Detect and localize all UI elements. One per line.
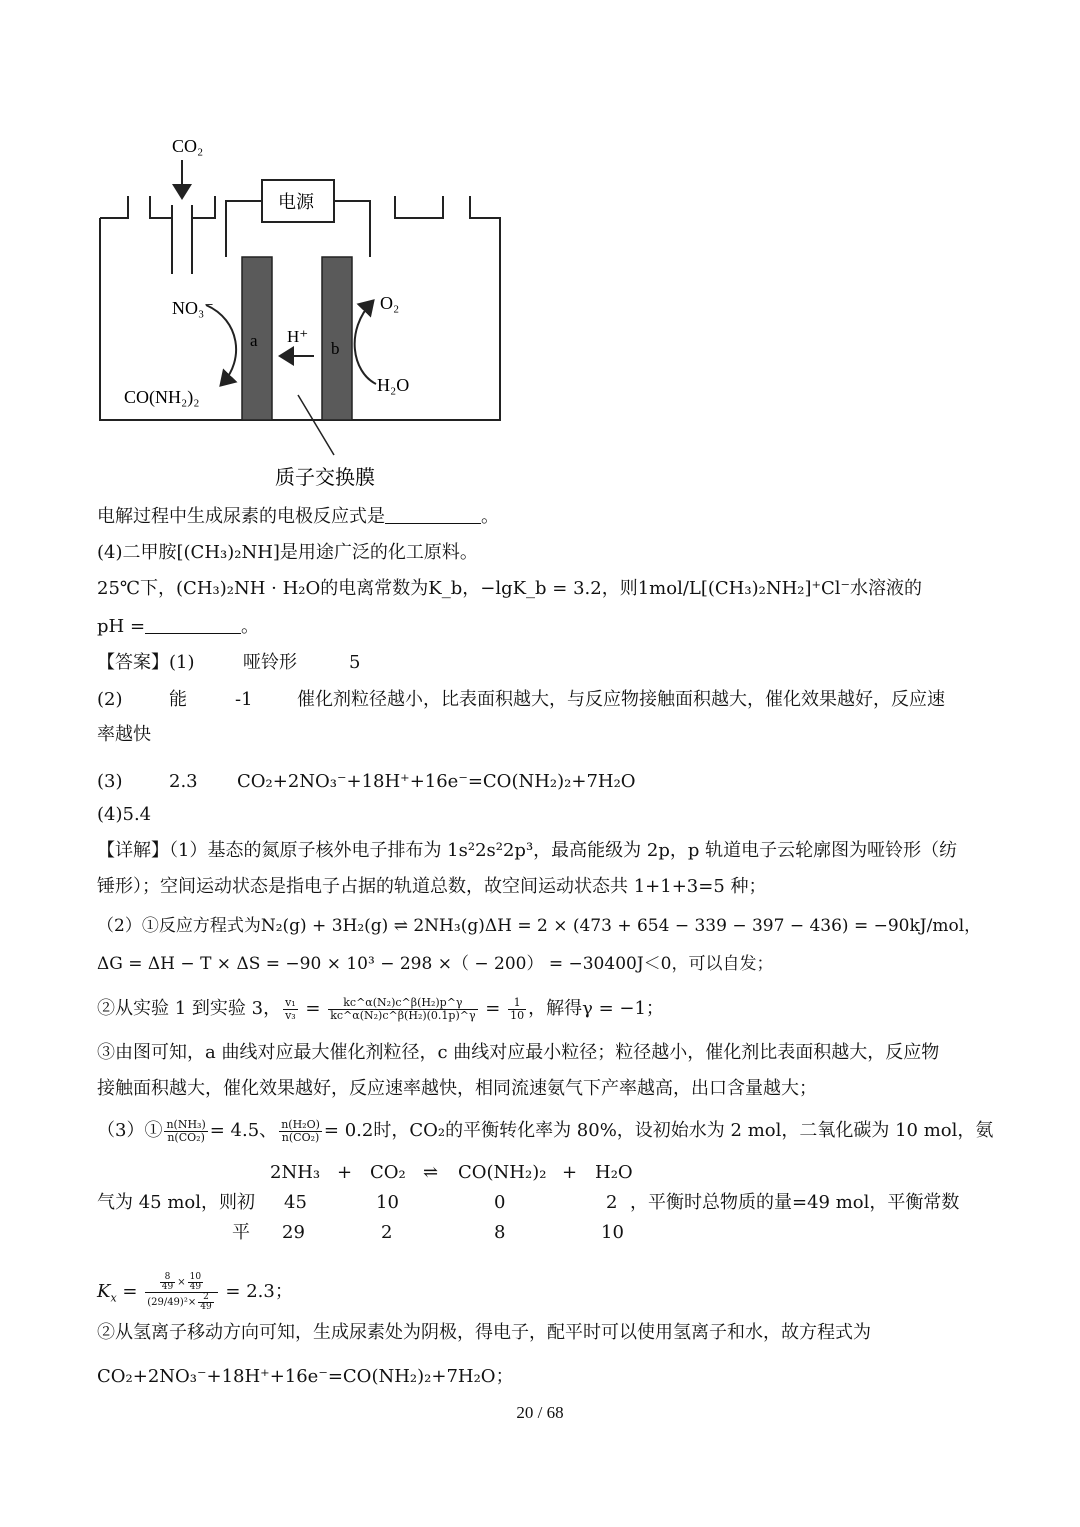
eq-species: 2NH₃	[270, 1162, 321, 1183]
answer-line-2: (2) 能 -1 催化剂粒径越小，比表面积越大，与反应物接触面积越大，催化效果越好，反应速	[97, 689, 945, 710]
ratio-fraction: $\frac{\text{v₁}}{\text{v₃}}$	[285, 995, 296, 1022]
nh3-co2-fraction: $\frac{\text{n(NH₃)}}{\text{n(CO₂)}}$	[166, 1117, 206, 1144]
answer-blank	[145, 615, 241, 634]
init-value: 45	[284, 1192, 307, 1213]
eq-value: 8	[494, 1222, 506, 1243]
kx-line: $K_x$ = $\frac{8}{49}$ × $\frac{10}{49}$ (29/49)²× $\frac{2}{49}$ = 2.3；	[97, 1271, 293, 1312]
electrode-a-label: a	[250, 331, 258, 350]
eq-plus: +	[337, 1162, 353, 1183]
detail-line-5: ②从实验 1 到实验 3， $\frac{\text{v₁}}{\text{v₃}}$ = $\frac{\text{kc\textasciicircum{}α(N₂)c\textasciicircum{}β(H₂)p\textasciicircum{}γ}}{\text{kc\textasciicircum{}α(N₂)c\textasciicircum{}β(H₂)(0.1p)\textasciicircum{}γ}}$ = $\frac{1}{10}$ ，解得γ = −1；	[97, 995, 664, 1022]
q4-line-3: pH = 。	[97, 616, 260, 637]
detail-line-6: ③由图可知，a 曲线对应最大催化剂粒径，c 曲线对应最小粒径；粒径越小，催化剂比表面积越大，反应物	[97, 1042, 940, 1063]
kx-fraction: $\frac{8}{49}$ × $\frac{10}{49}$ (29/49)²× $\frac{2}{49}$	[145, 1273, 217, 1312]
detail-line-10: ②从氢离子移动方向可知，生成尿素处为阴极，得电子，配平时可以使用氢离子和水，故方程式为	[97, 1322, 871, 1343]
init-label: 气为 45 mol，则初	[97, 1192, 256, 1213]
detail-line-4: ΔG = ΔH − T × ΔS = −90 × 10³ − 298 ×（ − 200） = −30400J＜0，可以自发；	[97, 954, 774, 974]
equilibrium-table	[0, 1158, 1080, 1258]
power-source-label: 电源	[278, 192, 314, 212]
detail-line-7: 接触面积越大，催化效果越好，反应速率越快，相同流速氨气下产率越高，出口含量越大；	[97, 1078, 817, 1099]
init-value: 0	[494, 1192, 506, 1213]
eq-species: H₂O	[595, 1162, 633, 1183]
eq-value: 29	[282, 1222, 305, 1243]
q4-line-1: (4)二甲胺[(CH₃)₂NH]是用途广泛的化工原料。	[97, 542, 478, 563]
init-value: 2	[606, 1192, 618, 1213]
page-number: 20 / 68	[516, 1403, 564, 1422]
q3-line: 电解过程中生成尿素的电极反应式是 。	[97, 506, 499, 527]
eq-row-label: 平	[232, 1222, 250, 1243]
eq-value: 10	[601, 1222, 624, 1243]
electrode-b-label: b	[331, 339, 340, 358]
answer-line-2b: 率越快	[97, 724, 151, 745]
electrolysis-diagram	[0, 0, 1080, 500]
detail-line-8: （3）① $\frac{\text{n(NH₃)}}{\text{n(CO₂)}}$ = 4.5、 $\frac{\text{n(H₂O)}}{\text{n(CO₂)}}$ = 0.2时，CO₂的平衡转化率为 80%，设初始水为 2 mol，二氧化碳为 10 mol，氨	[97, 1117, 994, 1144]
left-port	[150, 196, 215, 218]
answer-line-4: (4)5.4	[97, 804, 152, 825]
result-fraction: $\frac{1}{10}$	[510, 995, 525, 1022]
detail-line-3: （2）①反应方程式为N₂(g) + 3H₂(g) ⇌ 2NH₃(g)ΔH = 2 × (473 + 654 − 339 − 397 − 436) = −90kJ/mol，	[97, 916, 982, 936]
eq-plus: +	[562, 1162, 578, 1183]
answer-line-1: 【答案】(1) 哑铃形 5	[97, 652, 361, 673]
eq-species: CO₂	[370, 1162, 406, 1183]
detail-line-1: 【详解】（1）基态的氮原子核外电子排布为 1s²2s²2p³，最高能级为 2p，p 轨道电子云轮廓图为哑铃形（纺	[97, 840, 958, 861]
h2o-co2-fraction: $\frac{\text{n(H₂O)}}{\text{n(CO₂)}}$	[281, 1117, 320, 1144]
answer-line-3: (3) 2.3 CO₂+2NO₃⁻+18H⁺+16e⁻=CO(NH₂)₂+7H₂O	[97, 771, 636, 792]
rate-fraction: $\frac{\text{kc\textasciicircum{}α(N₂)c\textasciicircum{}β(H₂)p\textasciicircum{}γ}}{\text{kc\textasciicircum{}α(N₂)c\textasciicircum{}β(H₂)(0.1p)\textasciicircum{}γ}}$	[330, 995, 476, 1022]
detail-line-2: 锤形）；空间运动状态是指电子占据的轨道总数，故空间运动状态共 1+1+3=5 种；	[97, 876, 767, 897]
co2-label: CO₂	[172, 136, 204, 156]
eq-arrow: ⇌	[423, 1162, 439, 1183]
detail-line-11: CO₂+2NO₃⁻+18H⁺+16e⁻=CO(NH₂)₂+7H₂O；	[97, 1366, 514, 1387]
membrane-label: 质子交换膜	[275, 467, 375, 489]
oxygen-label: O₂	[380, 293, 400, 313]
init-value: 10	[376, 1192, 399, 1213]
urea-label: CO(NH₂)₂	[124, 387, 200, 407]
nitrate-label: NO₃⁻	[172, 298, 214, 318]
right-port	[395, 196, 443, 218]
answer-blank	[385, 505, 481, 524]
init-tail: ，平衡时总物质的量=49 mol，平衡常数	[630, 1192, 960, 1213]
water-label: H₂O	[377, 375, 410, 395]
q4-line-2: 25℃下，(CH₃)₂NH · H₂O的电离常数为K_b，−lgK_b = 3.2，则1mol/L[(CH₃)₂NH₂]⁺Cl⁻水溶液的	[97, 578, 923, 599]
hplus-label: H⁺	[287, 327, 309, 346]
eq-species: CO(NH₂)₂	[458, 1162, 547, 1183]
anode-curve-arrow	[355, 302, 376, 384]
eq-value: 2	[381, 1222, 393, 1243]
